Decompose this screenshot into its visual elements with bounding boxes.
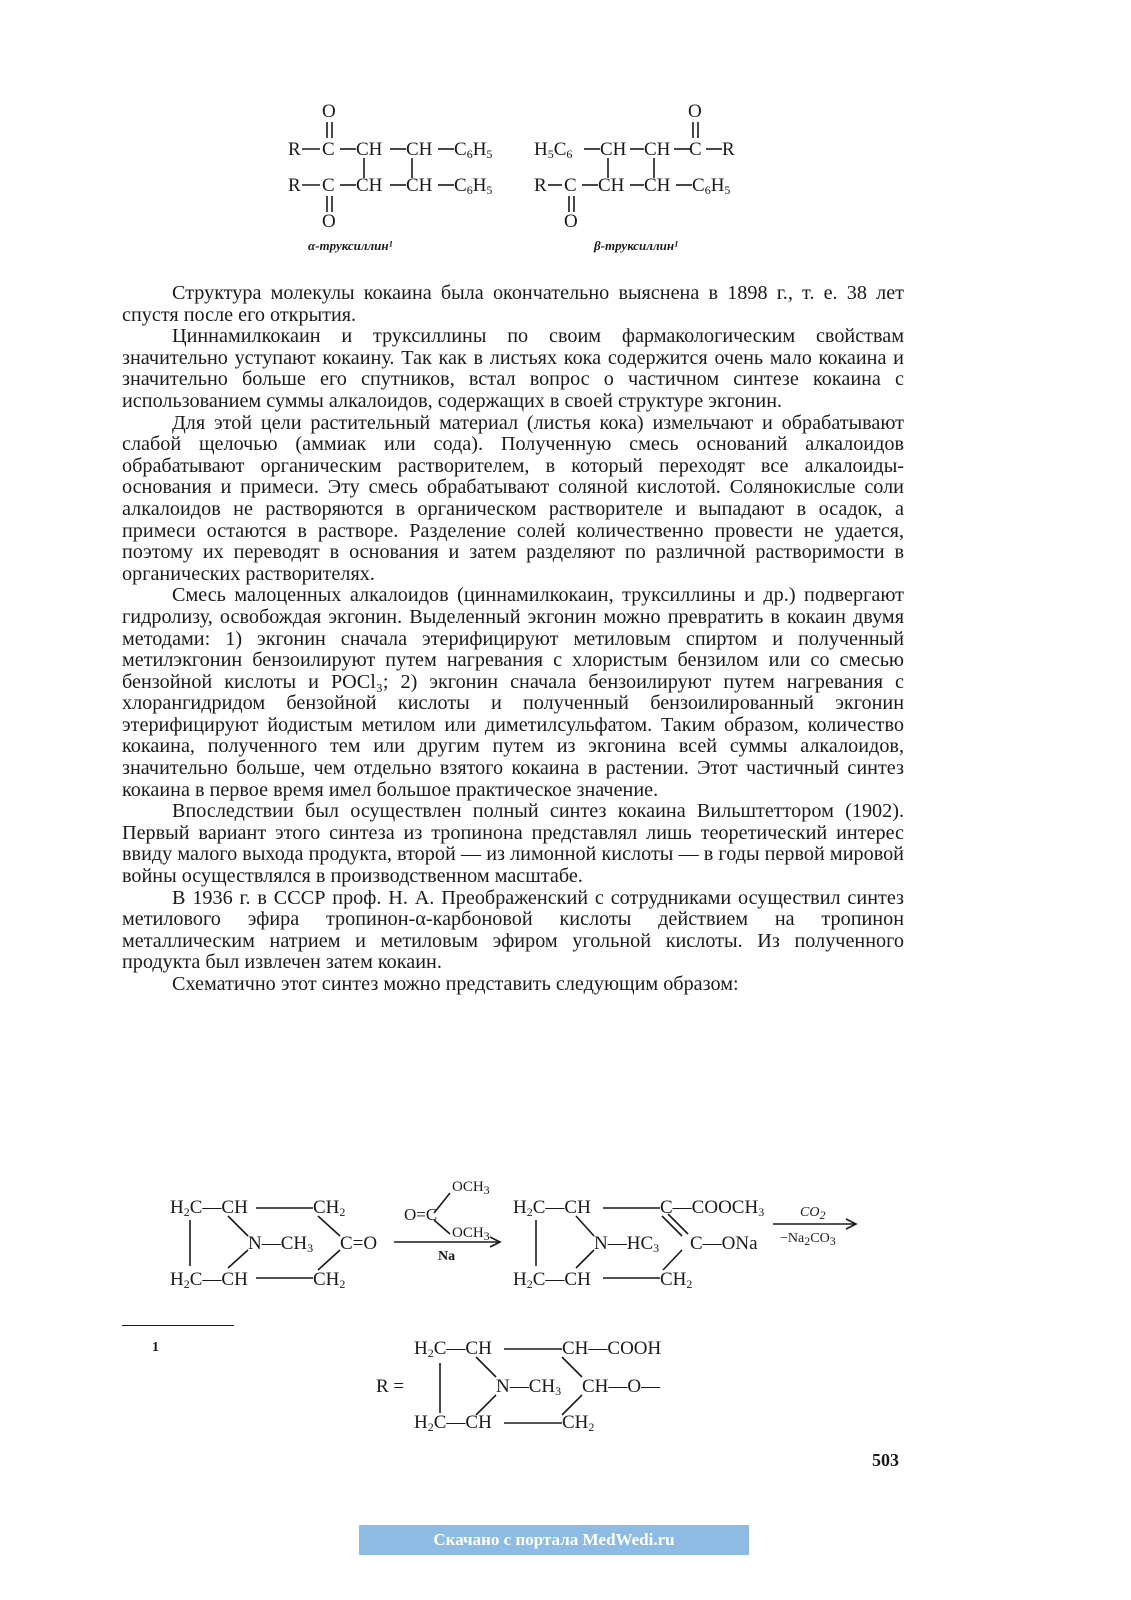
alpha-ch2: CH <box>406 139 433 160</box>
reagent-methoxy-bottom: $OCH_3$ <box>452 1225 490 1243</box>
alpha-ch4: CH <box>406 175 433 196</box>
product-bottom-right: CH2 <box>660 1269 693 1291</box>
tropinone-n-methyl: N—CH3 <box>248 1233 314 1255</box>
alpha-c2: C <box>322 175 335 196</box>
synthesis-scheme <box>168 1178 868 1298</box>
alpha-ch1: CH <box>356 139 383 160</box>
footnote-bottom-left: H2C—CH <box>414 1412 492 1434</box>
alpha-top-oxygen: O <box>322 101 336 122</box>
paragraph-cinnamylcocaine: Циннамилкокаин и труксиллины по своим фармакологическим свойствам значительно уступают кокаину. Так как в листьях кока содержится очень мало кокаина и значительно больше его спутников, встал вопрос о частичном синтезе кокаина с использованием суммы алкалоидов, содержащих в своей структуре экгонин. <box>122 325 904 412</box>
footnote-n-methyl: N—CH3 <box>496 1376 562 1398</box>
tropinone-carbonyl: C=O <box>340 1233 378 1254</box>
beta-ch1: CH <box>600 139 627 160</box>
reagent-methoxy-top: $OCH_3$ <box>452 1179 490 1197</box>
product-enolate: C—ONa <box>690 1233 758 1254</box>
alpha-truxillin-structure <box>288 100 508 260</box>
paragraph-willstatter: Впоследствии был осуществлен полный синтез кокаина Вильштеттором (1902). Первый вариант этого синтеза из тропинона представлял лишь теоретический интерес ввиду малого выхода продукта, второй — из лимонной кислоты — в годы первой мировой войны осуществлялся в производственном масштабе. <box>122 800 904 888</box>
product-bottom-left: H2C—CH <box>513 1269 591 1291</box>
body-text <box>122 283 904 996</box>
tropinone-bottom-left: H2C—CH <box>170 1269 248 1291</box>
footnote-bottom-right: CH2 <box>562 1412 595 1434</box>
footnote-top-left: H2C—CH <box>414 1338 492 1360</box>
page-number: 503 <box>872 1450 899 1470</box>
beta-ch3: CH <box>598 175 625 196</box>
tropinone-top-left: H2C—CH <box>170 1197 248 1219</box>
paragraph-structure: Структура молекулы кокаина была окончательно выяснена в 1898 г., т. е. 38 лет спустя после его открытия. <box>122 282 904 326</box>
reagent-carbonate: O=C <box>404 1205 438 1224</box>
footnote-r-structure <box>376 1335 676 1445</box>
alpha-phenyl1: C6H5 <box>454 139 493 161</box>
alpha-c1: C <box>322 139 335 160</box>
alpha-bottom-oxygen: O <box>322 211 336 232</box>
paragraph-scheme-intro: Схематично этот синтез можно представить следующим образом: <box>172 973 739 995</box>
alpha-phenyl2: C6H5 <box>454 175 493 197</box>
footnote-rule <box>122 1325 234 1326</box>
beta-ch4: CH <box>644 175 671 196</box>
paragraph-extraction: Для этой цели растительный материал (листья кока) измельчают и обрабатывают слабой щелочью (аммиак или сода). Полученную смесь оснований алкалоидов обрабатывают органическим растворителем, в который переходят все алкалоиды-основания и примеси. Эту смесь обрабатывают соляной кислотой. Солянокислые соли алкалоидов не растворяются в органическом растворителе и выпадают в осадок, а примеси остаются в растворе. Разделение солей количественно провести не удается, поэтому их переводят в основания и затем разделяют по различной растворимости в органических растворителях. <box>122 411 904 585</box>
reagent-sodium: Na <box>438 1249 456 1264</box>
download-banner: Скачано с портала MedWedi.ru <box>359 1525 749 1555</box>
footnote-r-label: R = <box>376 1376 405 1397</box>
alpha-caption: α-труксиллин¹ <box>308 238 393 253</box>
reagent-co2: CO2 <box>800 1205 826 1222</box>
tropinone-bottom-right: CH2 <box>313 1269 346 1291</box>
tropinone-top-right: CH2 <box>313 1197 346 1219</box>
paragraph-hydrolysis: Смесь малоценных алкалоидов (циннамилкокаин, труксиллины и др.) подвергают гидролизу, освобождая экгонин. Выделенный экгонин можно превратить в кокаин двумя методами: 1) экгонин сначала этерифицируют метиловым спиртом и полученный метилэкгонин бензоилируют путем нагревания с хлористым бензилом или со смесью бензойной кислоты и POCl₃; 2) экгонин сначала бензоилируют путем нагревания с хлорангидридом бензойной кислоты и полученный бензоилированный экгонин этерифицируют йодистым метилом или диметилсульфатом. Таким образом, количество кокаина, полученного тем или другим путем из экгонина всей суммы алкалоидов, значительно больше, чем отдельно взятого кокаина в растении. Этот частичный синтез кокаина в первое время имел большое практическое значение. <box>122 584 904 801</box>
beta-r1: R <box>722 139 735 160</box>
beta-truxillin-structure <box>534 100 764 260</box>
product-top-left: H2C—CH <box>513 1197 591 1219</box>
beta-c2: C <box>564 175 577 196</box>
alpha-ch3: CH <box>356 175 383 196</box>
beta-r2: R <box>534 175 547 196</box>
reagent-sodium-carbonate: −Na2CO3 <box>780 1231 836 1248</box>
product-ester: C—COOCH3 <box>660 1197 765 1219</box>
paragraph-preobrazhensky: В 1936 г. в СССР проф. Н. А. Преображенский с сотрудниками осуществил синтез метилового эфира тропинон-α-карбоновой кислоты действием на тропинон металлическим натрием и метиловым эфиром угольной кислоты. Из полученного продукта был извлечен затем кокаин. <box>122 886 904 974</box>
footnote-top-right: CH—COOH <box>562 1338 662 1359</box>
beta-caption: β-труксиллин¹ <box>594 238 678 253</box>
beta-bottom-oxygen: O <box>564 211 578 232</box>
beta-phenyl1: H5C6 <box>534 139 573 161</box>
product-n: N—HC3 <box>594 1233 660 1255</box>
footnote-ester-o: CH—O— <box>582 1376 661 1397</box>
alpha-r1: R <box>288 139 301 160</box>
beta-ch2: CH <box>644 139 671 160</box>
beta-phenyl2: C6H5 <box>692 175 731 197</box>
beta-top-oxygen: O <box>688 101 702 122</box>
alpha-r2: R <box>288 175 301 196</box>
beta-c1: C <box>689 139 702 160</box>
footnote-mark: 1 <box>152 1340 159 1355</box>
